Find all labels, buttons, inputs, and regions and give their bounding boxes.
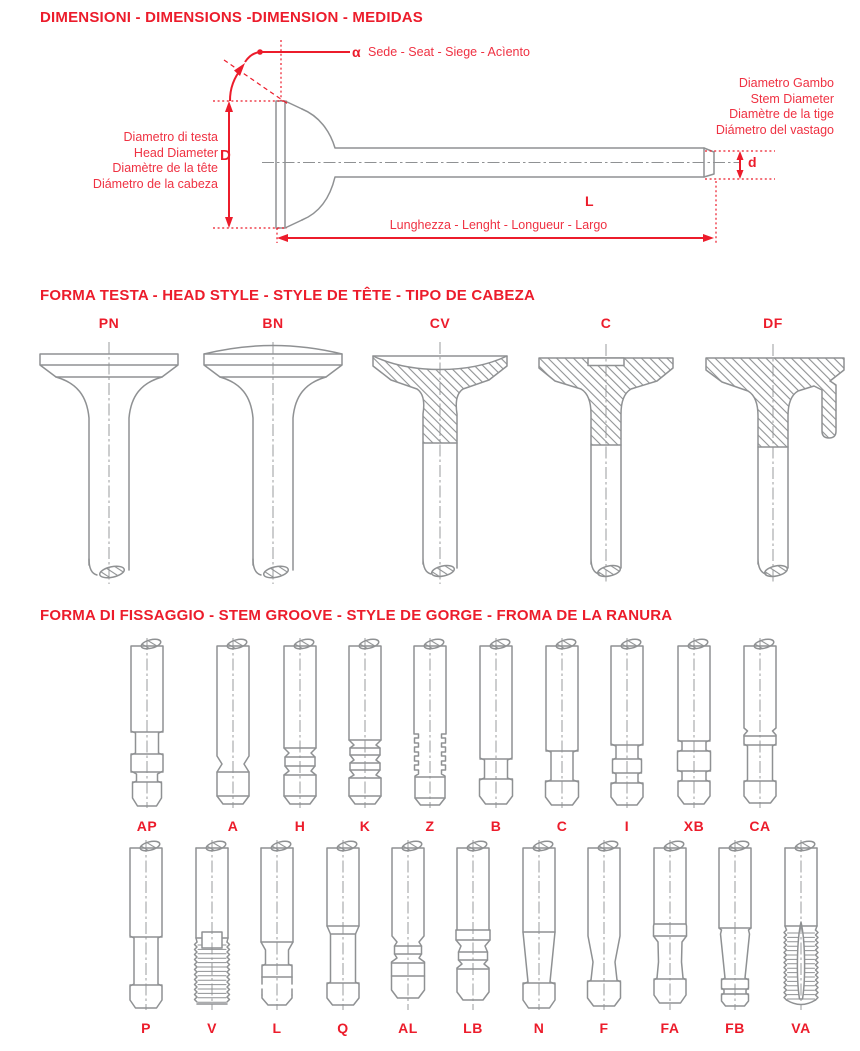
stem-figure-al [379, 838, 437, 1036]
stem-label: A [227, 818, 239, 834]
stem-label: FA [660, 1020, 680, 1036]
head-style-label: PN [98, 315, 120, 331]
stem-drawing-p [117, 838, 175, 1012]
head-style-df-drawing [698, 334, 848, 589]
stem-drawing-fb [706, 838, 764, 1012]
head-style-bn-drawing [198, 334, 348, 589]
head-style-cv-drawing [365, 334, 515, 589]
stem-figure-p [117, 838, 175, 1036]
stem-figure-z [401, 636, 459, 834]
stem-label: Q [337, 1020, 349, 1036]
stem-drawing-ap [118, 636, 176, 810]
stem-diameter-line-fr: Diamètre de la tige [729, 107, 834, 121]
alpha-angle-letter: α [352, 44, 361, 60]
head-diameter-line-es: Diámetro de la cabeza [92, 176, 218, 191]
stem-drawing-c [533, 636, 591, 810]
stem-label: I [624, 818, 630, 834]
stem-figure-ap [118, 636, 176, 834]
stem-figure-n [510, 838, 568, 1036]
stem-drawing-v [183, 838, 241, 1012]
stem-label: C [556, 818, 568, 834]
stem-drawing-ca [731, 636, 789, 810]
stem-drawing-b [467, 636, 525, 810]
head-style-title: FORMA TESTA - HEAD STYLE - STYLE DE TÊTE - TIPO DE CABEZA [40, 287, 536, 304]
stem-groove-title: FORMA DI FISSAGGIO - STEM GROOVE - STYLE DE GORGE - FROMA DE LA RANURA [40, 607, 673, 624]
head-figure-pn [34, 315, 184, 589]
stem-figure-h [271, 636, 329, 834]
stem-figure-fa [641, 838, 699, 1036]
stem-drawing-xb [665, 636, 723, 810]
head-style-label: C [600, 315, 612, 331]
head-style-pn-drawing [34, 334, 184, 589]
stem-label: K [359, 818, 371, 834]
stem-figure-xb [665, 636, 723, 834]
stem-figure-l [248, 838, 306, 1036]
stem-drawing-f [575, 838, 633, 1012]
head-style-label: BN [262, 315, 284, 331]
dimensions-title: DIMENSIONI - DIMENSIONS -DIMENSION - MEDIDAS [40, 9, 423, 26]
head-figure-bn [198, 315, 348, 589]
head-style-label: CV [429, 315, 451, 331]
stem-label: P [141, 1020, 151, 1036]
stem-drawing-q [314, 838, 372, 1012]
stem-diameter-line-en: Stem Diameter [750, 91, 834, 106]
stem-label: AP [136, 818, 158, 834]
stem-drawing-a [204, 636, 262, 810]
head-figure-cv [365, 315, 515, 589]
head-diameter-line-it: Diametro di testa [123, 130, 218, 144]
stem-label: XB [683, 818, 705, 834]
stem-label: VA [791, 1020, 811, 1036]
stem-figure-ca [731, 636, 789, 834]
stem-figure-q [314, 838, 372, 1036]
stem-figure-f [575, 838, 633, 1036]
stem-label: H [294, 818, 306, 834]
head-diameter-line-fr: Diamètre de la tête [112, 161, 218, 175]
head-style-c-drawing [531, 334, 681, 589]
seat-label: Sede - Seat - Siege - Acìento [368, 45, 530, 59]
stem-drawing-h [271, 636, 329, 810]
stem-label: L [272, 1020, 282, 1036]
stem-drawing-va [772, 838, 830, 1012]
head-style-label: DF [763, 315, 783, 331]
stem-figure-k [336, 636, 394, 834]
head-diameter-letter: D [220, 147, 231, 164]
stem-diameter-letter: d [748, 154, 757, 170]
stem-drawing-i [598, 636, 656, 810]
head-figure-df [698, 315, 848, 589]
stem-label: CA [749, 818, 771, 834]
stem-diameter-line-es: Diámetro del vastago [715, 122, 834, 137]
length-letter: L [585, 193, 594, 209]
stem-drawing-k [336, 636, 394, 810]
head-figure-c [531, 315, 681, 589]
length-label: Lunghezza - Lenght - Longueur - Largo [389, 218, 608, 232]
stem-label: FB [725, 1020, 745, 1036]
stem-diameter-line-it: Diametro Gambo [738, 76, 834, 90]
stem-figure-b [467, 636, 525, 834]
stem-label: N [533, 1020, 545, 1036]
stem-figure-va [772, 838, 830, 1036]
stem-label: V [207, 1020, 217, 1036]
stem-drawing-lb [444, 838, 502, 1012]
stem-label: LB [463, 1020, 483, 1036]
stem-figure-lb [444, 838, 502, 1036]
stem-label: AL [398, 1020, 418, 1036]
stem-figure-fb [706, 838, 764, 1036]
stem-drawing-n [510, 838, 568, 1012]
stem-label: F [599, 1020, 609, 1036]
stem-drawing-z [401, 636, 459, 810]
stem-drawing-al [379, 838, 437, 1012]
stem-figure-c [533, 636, 591, 834]
head-diameter-label-block [93, 130, 218, 192]
stem-figure-i [598, 636, 656, 834]
stem-drawing-l [248, 838, 306, 1012]
stem-figure-a [204, 636, 262, 834]
stem-diameter-label-block [716, 76, 834, 138]
head-diameter-line-en: Head Diameter [133, 145, 218, 160]
stem-label: Z [425, 818, 435, 834]
stem-label: B [490, 818, 502, 834]
stem-drawing-fa [641, 838, 699, 1012]
stem-figure-v [183, 838, 241, 1036]
